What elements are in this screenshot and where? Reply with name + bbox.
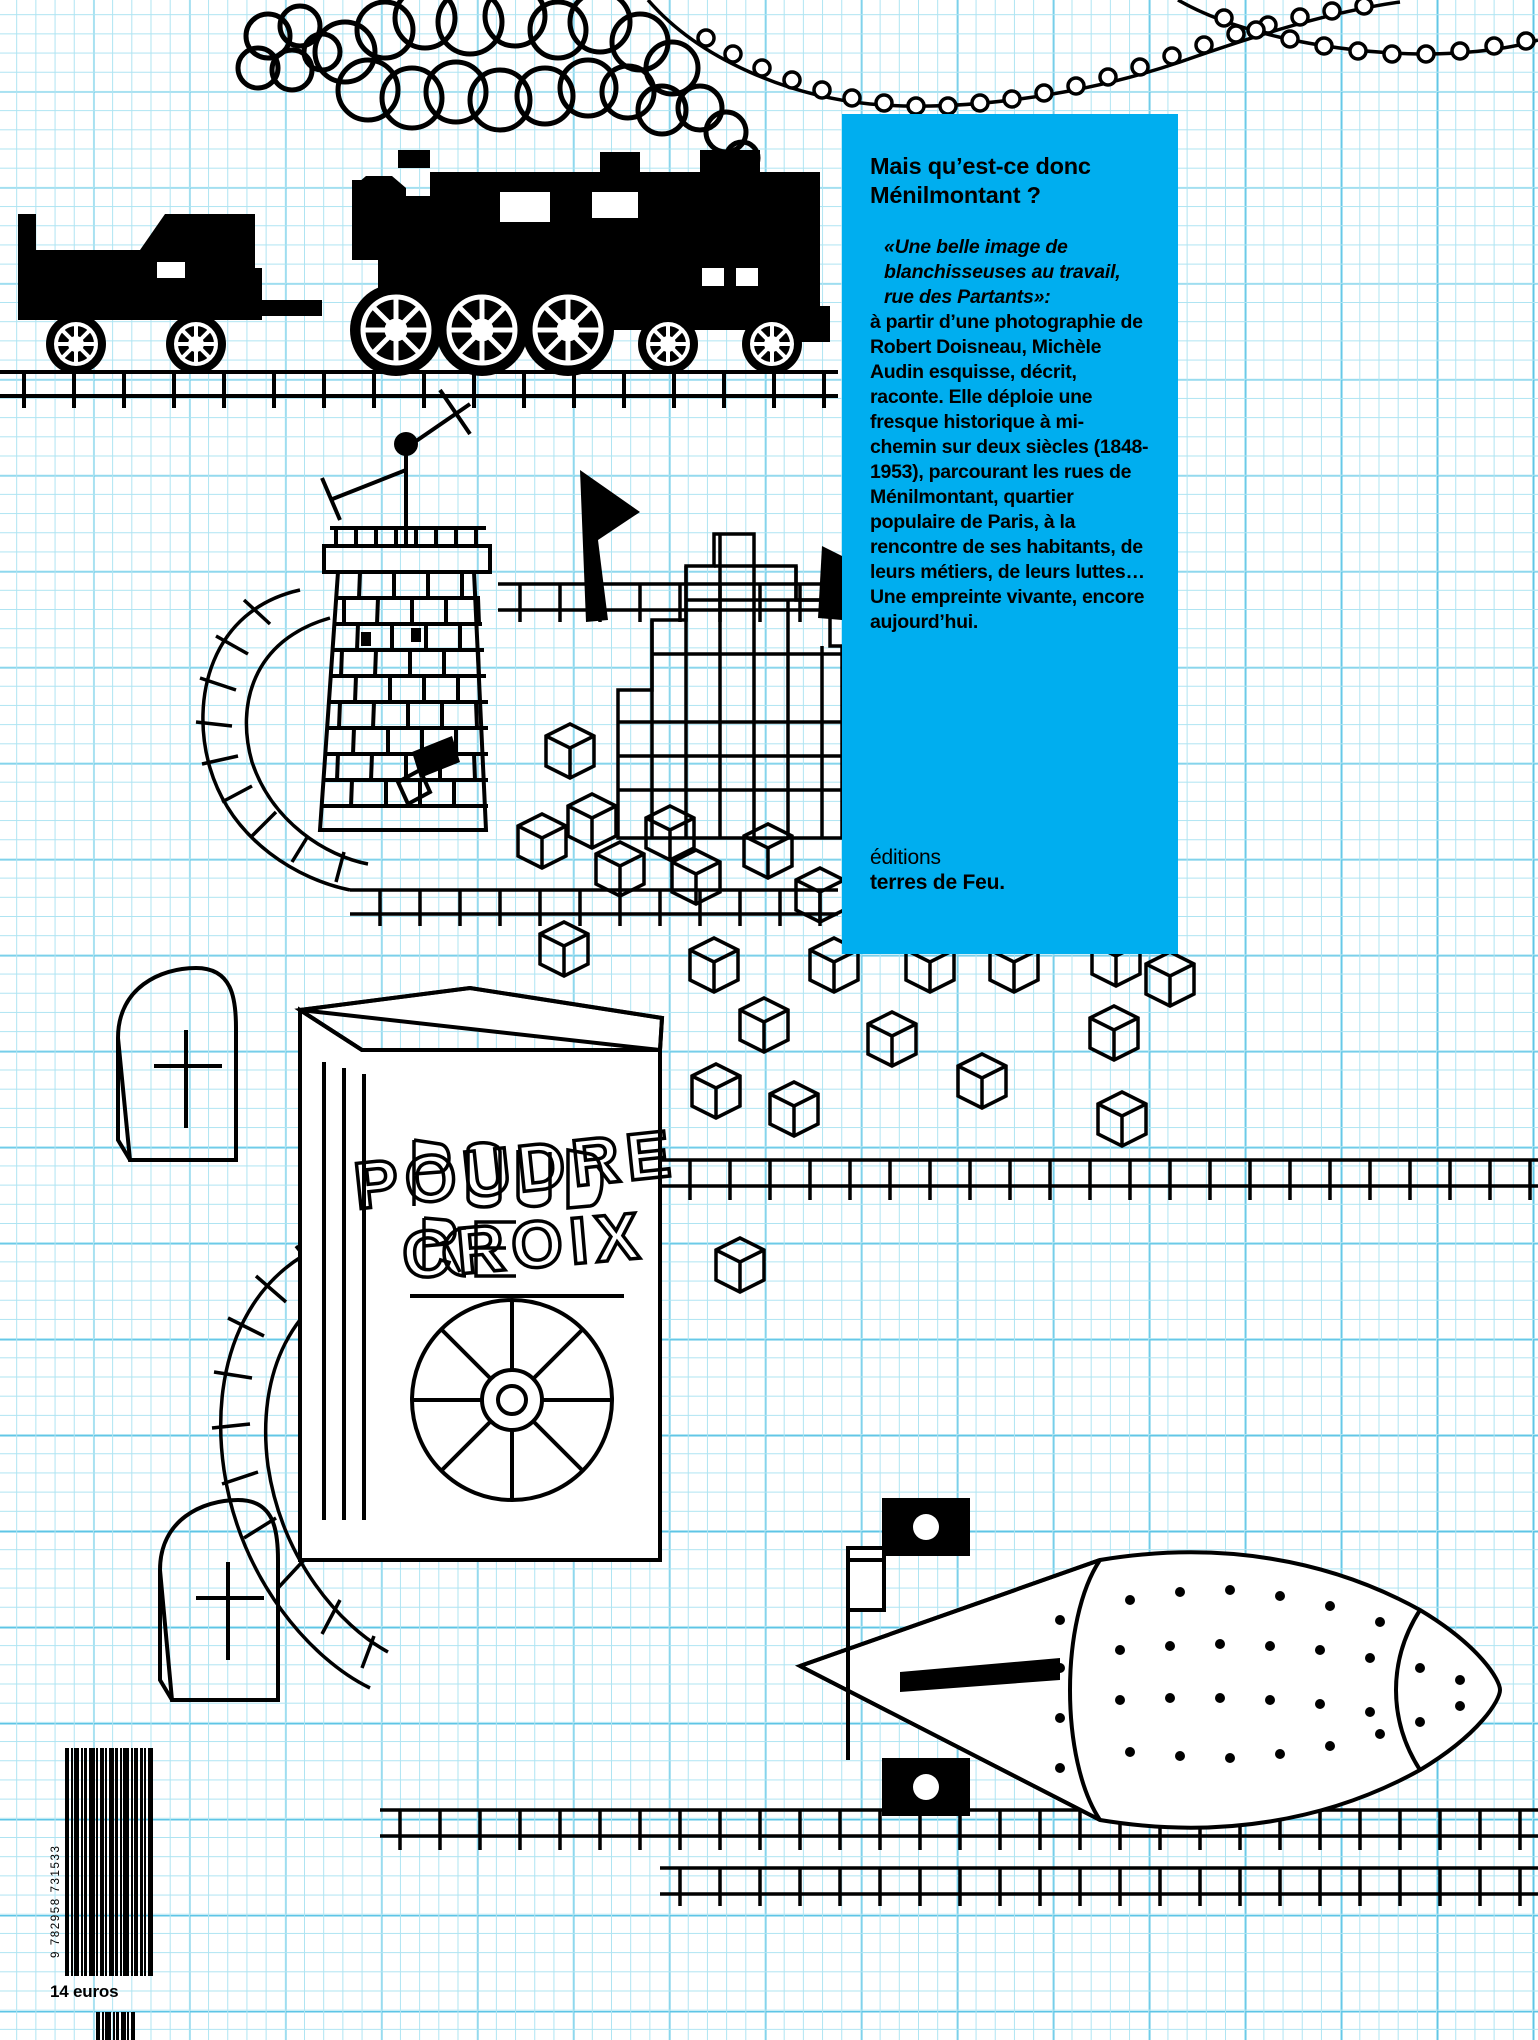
signal-mast (322, 390, 470, 546)
tombstone-lower (160, 1500, 278, 1700)
box-word-bottom: CROIX (399, 1197, 649, 1293)
smoke-cloud-group (238, 0, 758, 174)
publisher-line-1: éditions (870, 846, 941, 870)
blurb-body: à partir d’une photographie de Robert Doisneau, Michèle Audin esquisse, décrit, raconte. Elle déploie une fresque historique à mi-chemin sur deux siècles (1848-1953), parcourant les rues de Ménilmontant, quartier populaire de Paris, à la rencontre de ses habitants, de leurs métiers, de leurs luttes… Une empreinte vivante, encore aujourd’hui. (870, 311, 1149, 633)
rocket-firework (800, 1500, 1500, 1828)
railway-track-top (0, 372, 838, 408)
isbn-number: 9 782958 731533 (50, 1844, 62, 1958)
crumbling-wall (618, 534, 842, 838)
flag-left (580, 470, 640, 622)
price-label: 14 euros (50, 1982, 119, 2001)
barcode-bars (65, 1748, 154, 1976)
barcode-block (50, 1748, 165, 2002)
blurb-panel (842, 114, 1178, 954)
blurb-title: Mais qu’est-ce donc Ménilmontant ? (870, 153, 1091, 208)
steam-locomotive (18, 150, 830, 376)
barcode-bars-bottom (96, 2012, 136, 2040)
publisher-logo (870, 846, 1005, 896)
brick-tower (320, 528, 490, 830)
tombstone-upper (118, 968, 236, 1160)
blurb-quote: «Une belle image de blanchisseuses au travail, rue des Partants»: (884, 236, 1121, 309)
bunting-garland (648, 0, 1538, 114)
publisher-line-2: terres de Feu. (870, 871, 1005, 895)
box-word-top: POUDRE (350, 1115, 681, 1223)
curved-track-upper (196, 590, 368, 890)
